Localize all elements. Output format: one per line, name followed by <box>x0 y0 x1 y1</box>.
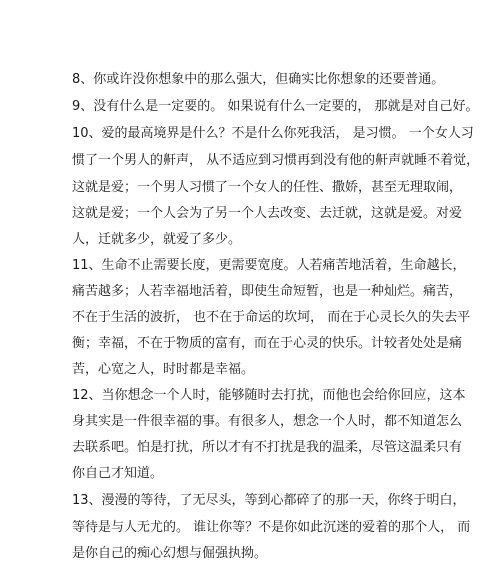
text-line: 13、漫漫的等待，了无尽头，等到心都碎了的那一天，你终于明白， <box>72 493 466 508</box>
text-line: 9、没有什么是一定要的。 如果说有什么一定要的， 那就是对自己好。 <box>72 99 479 114</box>
text-line: 痛苦越多；人若幸福地活着，即使生命短暂，也是一种灿烂。痛苦， <box>72 284 463 299</box>
text-line: 惯了一个男人的鼾声， 从不适应到习惯再到没有他的鼾声就睡不着觉， <box>72 153 480 168</box>
text-line: 这就是爱；一个男人习惯了一个女人的任性、撒娇，甚至无理取闹， <box>72 180 463 195</box>
text-line: 12、当你想念一个人时，能够随时去打扰，而他也会给你回应，这本 <box>72 388 466 403</box>
text-line: 苦，心宽之人，时时都是幸福。 <box>72 362 255 377</box>
text-line: 去联系吧。怕是打扰，所以才有不打扰是我的温柔，尽管这温柔只有 <box>72 440 463 455</box>
text-line: 你自己才知道。 <box>72 466 164 481</box>
text-line: 8、你或许没你想象中的那么强大，但确实比你想象的还要普通。 <box>72 72 445 87</box>
text-line: 11、生命不止需要长度，更需要宽度。人若痛苦地活着，生命越长， <box>72 258 466 273</box>
text-line: 是你自己的痴心幻想与倔强执拗。 <box>72 546 268 561</box>
text-line: 不在于生活的波折， 也不在于命运的坎坷， 而在于心灵长久的失去平 <box>72 310 471 325</box>
text-line: 等待是与人无尤的。 谁让你等？不是你如此沉迷的爱着的那个人， 而 <box>72 520 471 535</box>
text-line: 身其实是一件很幸福的事。有很多人，想念一个人时，都不知道怎么 <box>72 414 463 429</box>
text-line: 衡；幸福，不在于物质的富有，而在于心灵的快乐。计较者处处是痛 <box>72 336 463 351</box>
text-line: 人，迁就多少，就爱了多少。 <box>72 232 242 247</box>
text-line: 这就是爱；一个人会为了另一个人去改变、去迁就，这就是爱。对爱 <box>72 206 463 221</box>
text-line: 10、爱的最高境界是什么？不是什么你死我活， 是习惯。 一个女人习 <box>72 126 474 141</box>
